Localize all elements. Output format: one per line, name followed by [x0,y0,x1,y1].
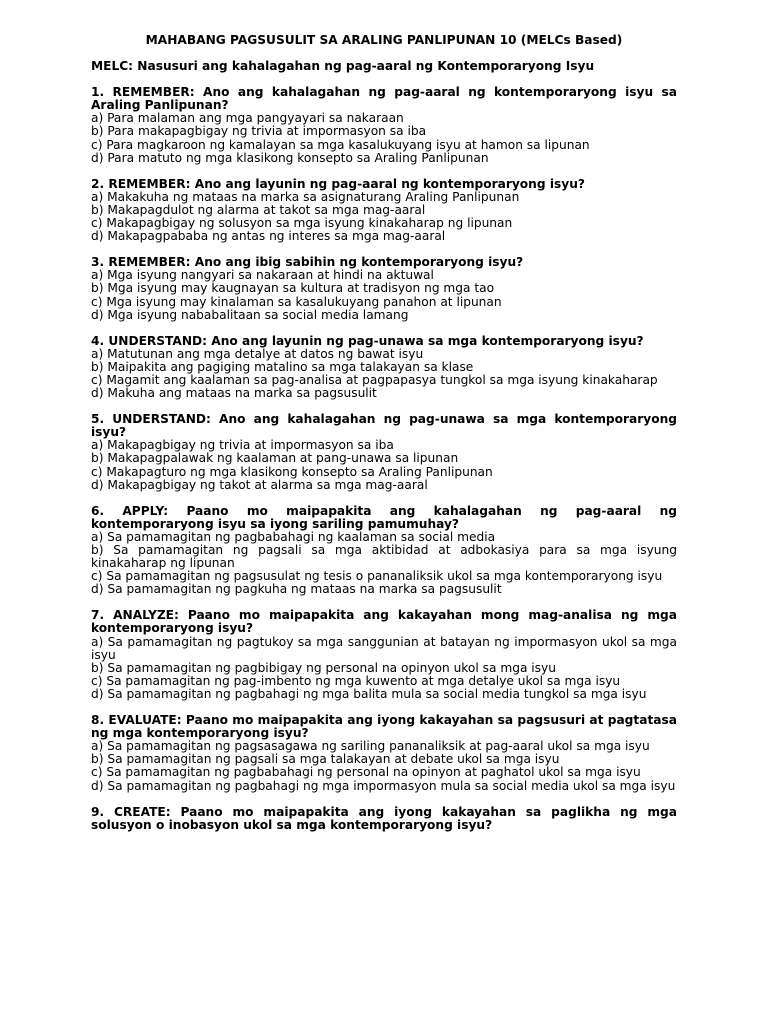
answer-choice: a) Sa pamamagitan ng pagbabahagi ng kaalaman sa social media [91,529,496,544]
answer-choice: a) Para malaman ang mga pangyayari sa nakaraan [91,111,404,126]
question-item [91,178,677,243]
answer-choice: d) Sa pamamagitan ng pagbahagi ng mga balita mula sa social media tungkol sa mga isyu [91,686,647,701]
answer-choice: a) Sa pamamagitan ng pagsasagawa ng sariling pananaliksik at pag-aaral ukol sa mga isyu [91,739,650,754]
answer-choice: b) Sa pamamagitan ng pagsali sa mga aktibidad at adbokasiya para sa mga isyung kinakaharap ng lipunan [91,543,677,571]
answer-choice: c) Mga isyung may kinalaman sa kasalukuyang panahon at lipunan [91,294,502,309]
answer-choice: d) Sa pamamagitan ng pagkuha ng mataas na marka sa pagsusulit [91,582,502,597]
answer-choice: d) Para matuto ng mga klasikong konsepto sa Araling Panlipunan [91,150,489,165]
answer-choice: c) Sa pamamagitan ng pagsusulat ng tesis o pananaliksik ukol sa mga kontemporaryong isyu [91,569,663,584]
answer-choice: d) Sa pamamagitan ng pagbahagi ng mga impormasyon mula sa social media ukol sa mga isyu [91,778,676,793]
question-text: 1. REMEMBER: Ano ang kahalagahan ng pag-aaral ng kontemporaryong isyu sa Araling Panlipunan? [91,85,677,113]
answer-choice: d) Mga isyung nababalitaan sa social media lamang [91,307,409,322]
question-item [91,505,677,597]
question-text: 6. APPLY: Paano mo maipapakita ang kahalagahan ng pag-aaral ng kontemporaryong isyu sa iyong sariling pamumuhay? [91,503,677,531]
answer-choice: b) Makapagdulot ng alarma at takot sa mga mag-aaral [91,202,426,217]
question-text: 8. EVALUATE: Paano mo maipapakita ang iyong kakayahan sa pagsusuri at pagtatasa ng mga kontemporaryong isyu? [91,713,677,741]
question-text: 3. REMEMBER: Ano ang ibig sabihin ng kontemporaryong isyu? [91,255,524,270]
answer-choice: c) Magamit ang kaalaman sa pag-analisa at pagpapasya tungkol sa mga isyung kinakaharap [91,372,658,387]
answer-choice: a) Makakuha ng mataas na marka sa asignaturang Araling Panlipunan [91,189,520,204]
answer-choice: d) Makapagpababa ng antas ng interes sa mga mag-aaral [91,229,446,244]
question-item [91,714,677,793]
answer-choice: c) Makapagbigay ng solusyon sa mga isyung kinakaharap ng lipunan [91,216,513,231]
question-item [91,413,677,492]
question-text: 5. UNDERSTAND: Ano ang kahalagahan ng pag-unawa sa mga kontemporaryong isyu? [91,412,677,440]
answer-choice: b) Mga isyung may kaugnayan sa kultura at tradisyon ng mga tao [91,281,495,296]
answer-choice: d) Makapagbigay ng takot at alarma sa mga mag-aaral [91,477,428,492]
question-item [91,806,677,832]
answer-choice: a) Mga isyung nangyari sa nakaraan at hindi na aktuwal [91,268,434,283]
answer-choice: a) Sa pamamagitan ng pagtukoy sa mga sanggunian at batayan ng impormasyon ukol sa mga isyu [91,634,677,662]
exam-document [91,34,677,845]
document-title: MAHABANG PAGSUSULIT SA ARALING PANLIPUNAN 10 (MELCs Based) [145,33,623,47]
answer-choice: d) Makuha ang mataas na marka sa pagsusulit [91,386,377,401]
answer-choice: b) Sa pamamagitan ng pagbibigay ng personal na opinyon ukol sa mga isyu [91,660,556,675]
answer-choice: a) Matutunan ang mga detalye at datos ng bawat isyu [91,346,424,361]
answer-choice: b) Para makapagbigay ng trivia at impormasyon sa iba [91,124,427,139]
question-item [91,609,677,701]
question-text: 7. ANALYZE: Paano mo maipapakita ang kakayahan mong mag-analisa ng mga kontemporaryong isyu? [91,608,677,636]
melc-statement: MELC: Nasusuri ang kahalagahan ng pag-aaral ng Kontemporaryong Isyu [91,59,595,74]
question-item [91,86,677,165]
answer-choice: b) Makapagpalawak ng kaalaman at pang-unawa sa lipunan [91,451,459,466]
answer-choice: c) Para magkaroon ng kamalayan sa mga kasalukuyang isyu at hamon sa lipunan [91,137,590,152]
question-text: 2. REMEMBER: Ano ang layunin ng pag-aaral ng kontemporaryong isyu? [91,176,585,191]
answer-choice: c) Makapagturo ng mga klasikong konsepto sa Araling Panlipunan [91,464,493,479]
question-text: 4. UNDERSTAND: Ano ang layunin ng pag-unawa sa mga kontemporaryong isyu? [91,333,644,348]
answer-choice: a) Makapagbigay ng trivia at impormasyon sa iba [91,438,394,453]
question-item [91,335,677,400]
answer-choice: b) Maipakita ang pagiging matalino sa mga talakayan sa klase [91,359,474,374]
answer-choice: b) Sa pamamagitan ng pagsali sa mga talakayan at debate ukol sa mga isyu [91,752,560,767]
question-item [91,256,677,321]
answer-choice: c) Sa pamamagitan ng pag-imbento ng mga kuwento at mga detalye ukol sa mga isyu [91,673,621,688]
question-list [91,86,677,832]
question-text: 9. CREATE: Paano mo maipapakita ang iyong kakayahan sa paglikha ng mga solusyon o inobasyon ukol sa mga kontemporaryong isyu? [91,804,677,832]
answer-choice: c) Sa pamamagitan ng pagbabahagi ng personal na opinyon at paghatol ukol sa mga isyu [91,765,641,780]
